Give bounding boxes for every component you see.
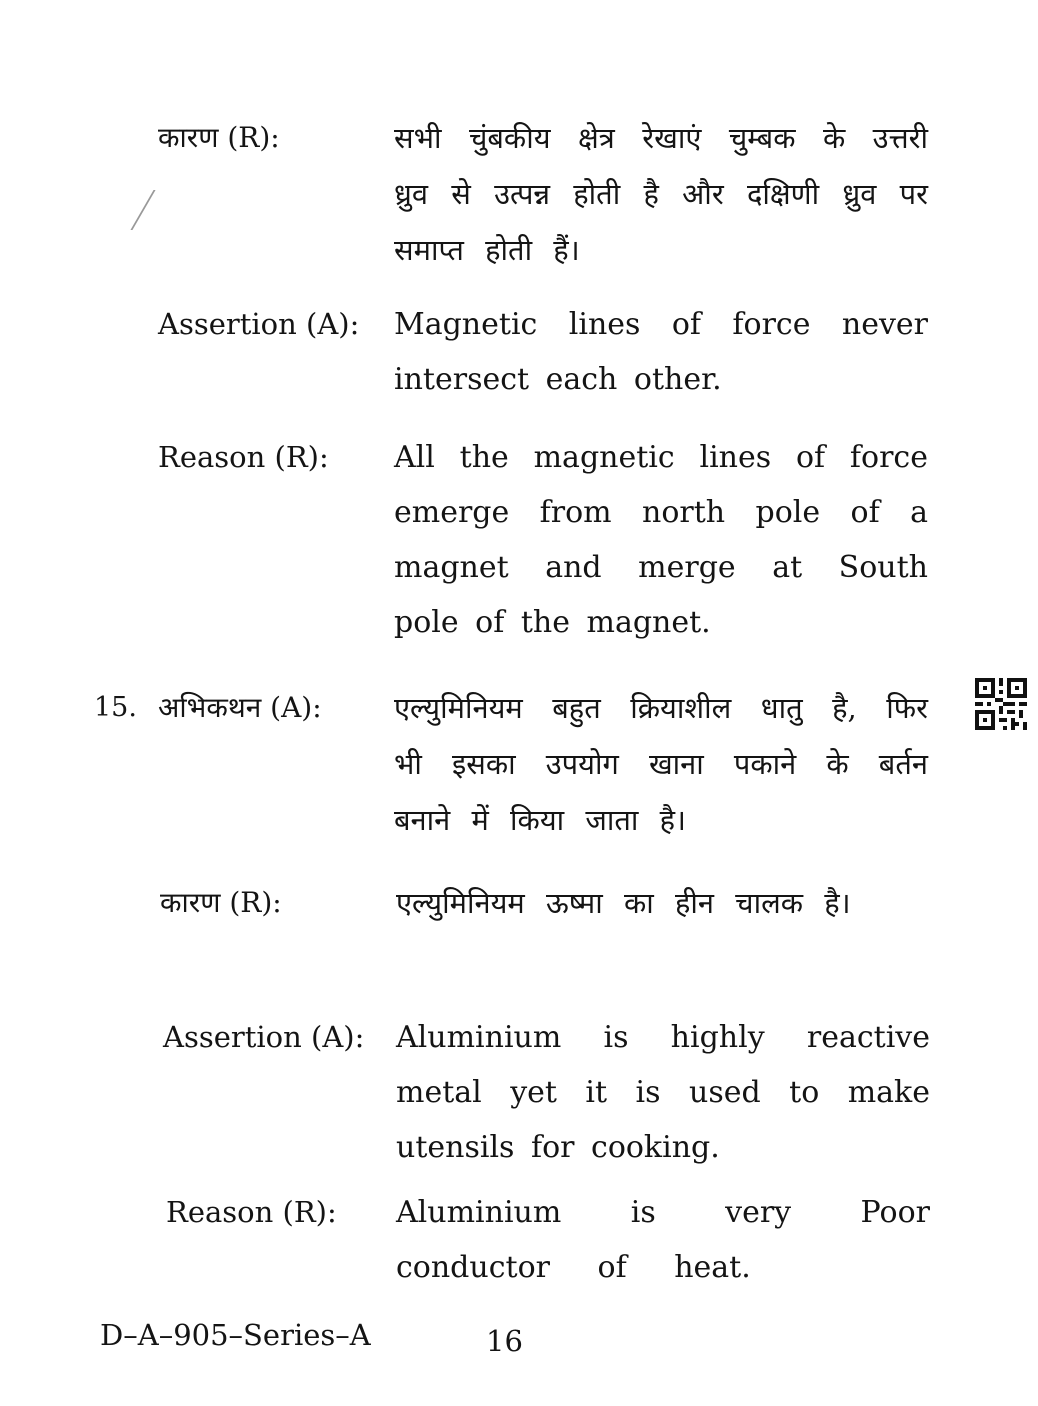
q14-reason-label: Reason (R): (158, 440, 329, 474)
q15-reason-text: Aluminium is very Poor conductor of heat. (396, 1195, 930, 1285)
q14-hindi-reason (158, 110, 928, 278)
q14-hindi-reason-label: कारण (R): (158, 121, 280, 154)
q14-hindi-reason-text: सभी चुंबकीय क्षेत्र रेखाएं चुम्बक के उत्तरी ध्रुव से उत्पन्न होती है और दक्षिणी ध्रुव पर समाप्त होती हैं। (394, 121, 928, 267)
q14-reason-text: All the magnetic lines of force emerge from north pole of a magnet and merge at South pole of the magnet. (394, 440, 928, 640)
q15-hindi-assertion-label: अभिकथन (A): (158, 691, 322, 724)
q15-assertion (163, 1010, 930, 1175)
page-number: 16 (486, 1324, 523, 1358)
q14-assertion-label: Assertion (A): (158, 307, 360, 341)
footer-code: D–A–905–Series–A (100, 1318, 371, 1352)
question-number: 15. (94, 692, 137, 723)
q15-hindi-assertion (94, 680, 928, 848)
q14-reason (158, 430, 928, 650)
q15-hindi-reason-label: कारण (R): (160, 886, 282, 919)
q15-reason (166, 1185, 930, 1295)
q15-hindi-assertion-text: एल्युमिनियम बहुत क्रियाशील धातु है, फिर भी इसका उपयोग खाना पकाने के बर्तन बनाने में किया जाता है। (394, 691, 928, 837)
q15-assertion-label: Assertion (A): (163, 1020, 365, 1054)
q14-assertion-text: Magnetic lines of force never intersect each other. (394, 307, 928, 397)
q15-hindi-assertion-label-cell (94, 680, 394, 848)
q15-assertion-text: Aluminium is highly reactive metal yet it is used to make utensils for cooking. (396, 1020, 930, 1165)
q15-hindi-reason-text: एल्युमिनियम ऊष्मा का हीन चालक है। (396, 886, 851, 920)
q15-reason-label: Reason (R): (166, 1195, 337, 1229)
q15-hindi-reason (160, 875, 930, 931)
qr-code-icon (975, 678, 1027, 730)
q14-assertion (158, 297, 928, 407)
